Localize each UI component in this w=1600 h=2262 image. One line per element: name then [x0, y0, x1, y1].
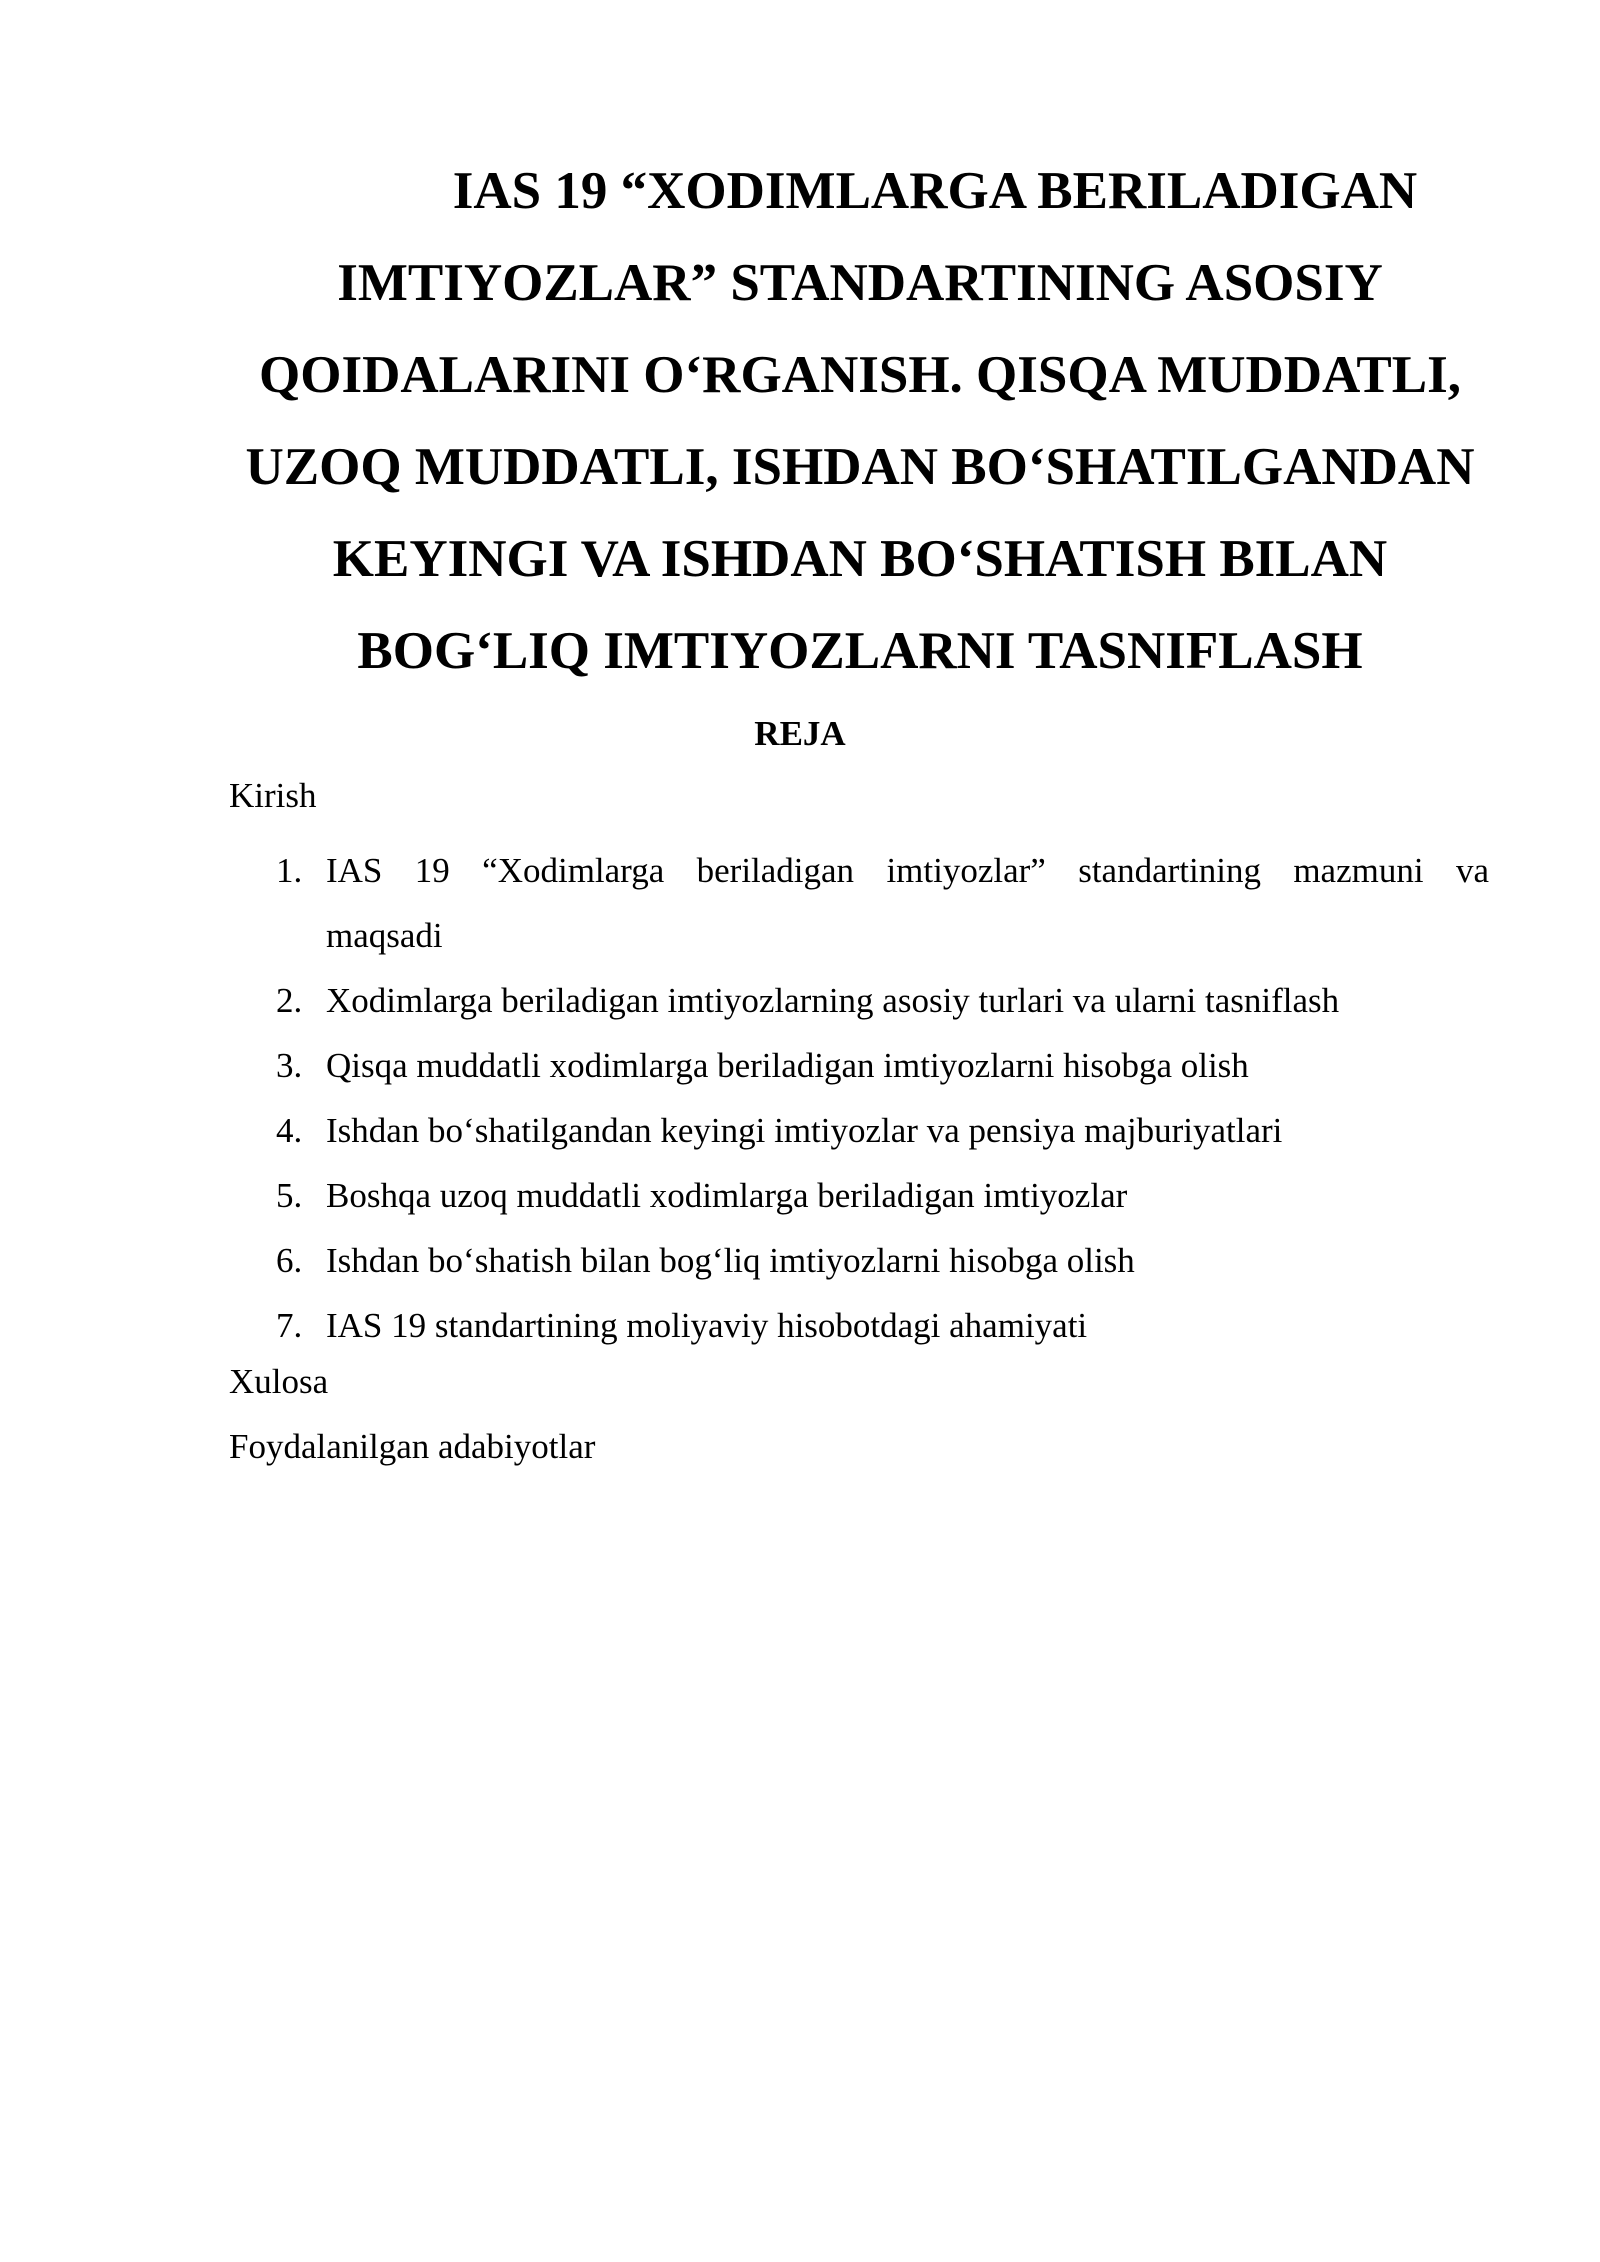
- document-title: [230, 145, 1490, 697]
- plan-item-text: Ishdan bo‘shatish bilan bog‘liq imtiyozlarni hisobga olish: [326, 1241, 1135, 1280]
- plan-item: [229, 1163, 1489, 1228]
- plan-heading: REJA: [754, 714, 846, 753]
- plan-item-text: Boshqa uzoq muddatli xodimlarga beriladigan imtiyozlar: [326, 1176, 1128, 1215]
- plan-item-text: Xodimlarga beriladigan imtiyozlarning asosiy turlari va ularni tasniflash: [326, 981, 1340, 1020]
- title-line: KEYINGI VA ISHDAN BO‘SHATISH BILAN: [332, 530, 1388, 588]
- plan-item-text-continued: maqsadi: [326, 916, 443, 955]
- plan-item-text: IAS 19 standartining moliyaviy hisobotdagi ahamiyati: [326, 1306, 1088, 1345]
- plan-item-number: 5.: [276, 1176, 303, 1215]
- plan-item-number: 4.: [276, 1111, 303, 1150]
- plan-list: [229, 838, 1489, 1358]
- plan-item-number: 3.: [276, 1046, 303, 1085]
- plan-item-number: 7.: [276, 1306, 303, 1345]
- plan-item: [229, 1098, 1489, 1163]
- title-line: QOIDALARINI O‘RGANISH. QISQA MUDDATLI,: [259, 346, 1461, 404]
- title-line: BOG‘LIQ IMTIYOZLARNI TASNIFLASH: [357, 622, 1363, 680]
- conclusion-label: Xulosa: [229, 1362, 329, 1401]
- plan-item-text: Ishdan bo‘shatilgandan keyingi imtiyozlar va pensiya majburiyatlari: [326, 1111, 1283, 1150]
- references-label: Foydalanilgan adabiyotlar: [229, 1427, 596, 1466]
- plan-item: [229, 968, 1489, 1033]
- plan-item: [229, 838, 1489, 968]
- plan-item: [229, 1293, 1489, 1358]
- plan-item-text: Qisqa muddatli xodimlarga beriladigan imtiyozlarni hisobga olish: [326, 1046, 1249, 1085]
- plan-item-number: 6.: [276, 1241, 303, 1280]
- plan-item-number: 2.: [276, 981, 303, 1020]
- plan-item-number: 1.: [276, 851, 303, 890]
- plan-item: [229, 1033, 1489, 1098]
- plan-item: [229, 1228, 1489, 1293]
- intro-label: Kirish: [229, 776, 317, 815]
- title-line: IMTIYOZLAR” STANDARTINING ASOSIY: [337, 254, 1383, 312]
- title-line: IAS 19 “XODIMLARGA BERILADIGAN: [452, 162, 1418, 220]
- plan-item-text: IAS 19 “Xodimlarga beriladigan imtiyozlar” standartining mazmuni va: [326, 851, 1489, 890]
- title-line: UZOQ MUDDATLI, ISHDAN BO‘SHATILGANDAN: [245, 438, 1475, 496]
